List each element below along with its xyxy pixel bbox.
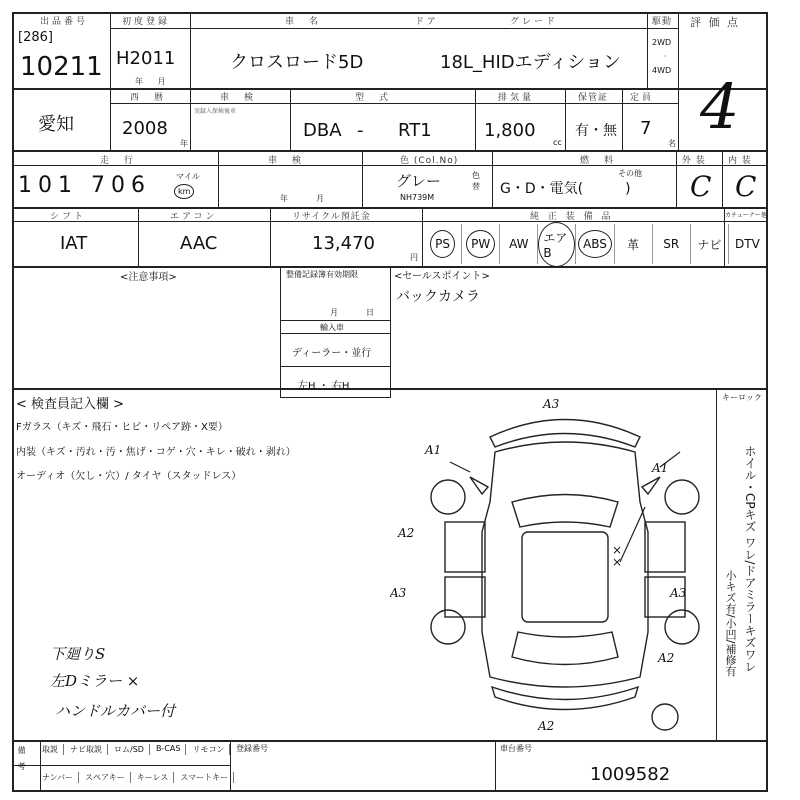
capacity-unit: 名 — [668, 139, 676, 148]
mileage-label: 走 行 — [100, 156, 137, 166]
color-change: 色替 — [472, 171, 480, 191]
side-note-1: ホイル・CPキズ ワレ/ドアミラーキズワレ — [743, 445, 757, 673]
footer-items-row2 — [42, 772, 234, 783]
color-code: NH739M — [400, 193, 435, 202]
note-2: 左Dミラー × — [50, 672, 140, 690]
mark-left-front: A1 — [425, 443, 442, 457]
interior-label: 内 装 — [728, 156, 752, 166]
drive-2wd: 2WD — [652, 38, 672, 47]
chassis-value: 1009582 — [590, 764, 671, 785]
handle-label: 左H ・ 右H — [298, 381, 350, 392]
option-label: PS — [430, 230, 455, 258]
caution-label: <注意事項> — [120, 272, 177, 283]
region: 愛知 — [38, 114, 74, 135]
mark-right-lower: A2 — [658, 651, 675, 665]
option-label: PW — [466, 230, 495, 258]
option-item — [499, 224, 537, 264]
fuel-other: その他 — [618, 169, 642, 178]
glass-line: Fガラス（キズ・飛石・ヒビ・リペア跡・X要） — [16, 422, 228, 433]
footer-item: キーレス — [137, 772, 175, 783]
displacement-label: 排気量 — [498, 93, 535, 103]
footer-item: ナビ取説 — [70, 744, 108, 755]
option-item — [652, 224, 690, 264]
mark-right-front: A1 — [652, 461, 669, 475]
ac-label: エアコン — [170, 212, 218, 222]
grade-value: 18L_HIDエディション — [440, 52, 621, 73]
exterior-value: C — [690, 170, 712, 203]
record-label: 整備記録簿有効期限 — [286, 270, 358, 279]
drive-label: 駆動 — [652, 17, 673, 27]
mileage-value: 101 706 — [18, 173, 151, 198]
score-value: 4 — [700, 70, 740, 143]
recycle-fee-label: リサイクル預託金 — [292, 212, 371, 222]
year-unit: 年 — [180, 139, 188, 148]
keylock-label: キーロック — [722, 393, 762, 402]
inspection-label: 車 検 — [220, 93, 257, 103]
color-inspection-sub: 年 月 — [280, 194, 328, 203]
footer-left-label: 備 考 — [17, 746, 26, 770]
model-code-label: 型 式 — [355, 93, 392, 103]
option-label: AW — [509, 237, 529, 251]
record-unit: 月 日 — [330, 308, 384, 317]
recycle-value: 有・無 — [575, 123, 617, 139]
shift-label: シフト — [50, 212, 87, 222]
door-label: ドア — [415, 17, 439, 27]
footer-item: スペアキー — [85, 772, 131, 783]
displacement-value: 1,800 — [484, 120, 536, 141]
colorname-label: 色 (Col.No) — [400, 156, 459, 166]
footer-item: リモコン — [192, 744, 230, 755]
model-value: クロスロード5D — [230, 52, 364, 73]
color-value: グレー — [396, 172, 442, 190]
option-label: SR — [663, 237, 680, 251]
ac-value: AAC — [180, 233, 218, 254]
car-damage-diagram — [390, 392, 710, 737]
interior-value: C — [735, 170, 757, 203]
options-row — [424, 224, 766, 264]
inspection-value: 実録入保検後車 — [194, 108, 237, 115]
options-label: 純 正 装 備 品 — [530, 212, 614, 222]
shift-value: IAT — [60, 233, 88, 254]
first-reg-label: 初度登録 — [122, 17, 171, 27]
mark-rear: A2 — [538, 719, 555, 733]
lot-prefix: [286] — [18, 30, 53, 45]
footer-item: B-CAS — [156, 744, 187, 755]
exterior-label: 外 装 — [682, 156, 706, 166]
option-item — [614, 224, 652, 264]
mark-left-rear: A3 — [390, 586, 407, 600]
option-item — [424, 224, 461, 264]
footer-item: ナンバー — [42, 772, 79, 783]
svg-text:×: × — [612, 543, 623, 557]
model-code-value: RT1 — [398, 120, 432, 141]
model-code-dash: - — [357, 120, 364, 141]
option-label: エアB — [538, 222, 575, 267]
audio-line: オーディオ（欠し・穴）/ タイヤ（スタッドレス） — [16, 471, 242, 482]
option-item — [537, 224, 575, 264]
lot-number: 10211 — [20, 52, 103, 82]
footer-item: 取説 — [42, 744, 64, 755]
auction-sheet: 出品番号 [286] 10211 初度登録 H2011 年 月 車 名 クロスロード5D ドア グレード 18L_HIDエディション 駆動 2WD · 4WD 評 価 点 4 愛知 西 暦 2008 年 車 検 実録入保検後車 型 式 DBA - RT1 排気量 1,800 cc 保管証 有・無 定員 7 名 走 行 101 706 マイル km 車 検 年 月 色 (Col.No) グレー NH739M 色替 燃 料 その他 G・D・電気( ) 外 装 C 内 装 C シフト IAT エアコン AAC リサイクル預託金 13,470 円 純 正 装 備 品 カチューナー他 PS PW AW エアB ABS 革 SR ナビ DTV <注意事項> 整備記録簿有効期限 月 日 輸入車 ディーラー・並行 左H ・ 右H <セールスポイント> バックカメラ < 検査員記入欄 > Fガラス（キズ・飛石・ヒビ・リペア跡・X要） 内装（キズ・汚れ・汚・焦げ・コゲ・穴・キレ・破れ・剥れ） オーディオ（欠し・穴）/ タイヤ（スタッドレス） 下廻りS 左Dミラー × ハンドルカバー付 キーロック ホイル・CPキズ ワレ/ドアミラーキズワレ 小キズ有/小凹/補修有 A3 A1 A1 A2 A3 A3 A2 A2 × × 備 考 取説 ナビ取説 ロム/SD B-CAS リモコン ナンバー スペアキー キーレス スマートキー 登録番号 車台番号 1009582 — [0, 0, 800, 800]
first-reg-value: H2011 — [116, 48, 176, 69]
recycle-label: 保管証 — [578, 93, 609, 103]
year-value: 2008 — [122, 118, 168, 139]
option-label: ABS — [578, 230, 612, 258]
option-label: DTV — [735, 237, 760, 251]
score-label: 評 価 点 — [690, 16, 740, 29]
mileage-badge: km — [174, 184, 194, 199]
mark-left-side: A2 — [398, 526, 415, 540]
footer-items-row1 — [42, 744, 230, 755]
selling-value: バックカメラ — [396, 289, 480, 305]
import-label: 輸入車 — [320, 323, 344, 332]
footer-item: スマートキー — [180, 772, 234, 783]
option-item — [575, 224, 613, 264]
footer-item: ロム/SD — [114, 744, 150, 755]
model-code-prefix: DBA — [303, 120, 342, 141]
displacement-unit: cc — [553, 138, 562, 147]
option-label: ナビ — [697, 237, 722, 252]
mark-front: A3 — [543, 397, 560, 411]
inspection-title: < 検査員記入欄 > — [16, 397, 125, 412]
recycle-fee-unit: 円 — [410, 253, 418, 262]
svg-text:×: × — [612, 555, 623, 569]
lot-label: 出品番号 — [40, 17, 89, 27]
note-3: ハンドルカバー付 — [55, 702, 176, 720]
color-inspection-label: 車 検 — [268, 156, 305, 166]
year-label: 西 暦 — [130, 93, 167, 103]
navi-label: カチューナー他 — [725, 212, 767, 219]
mark-right-rear: A3 — [670, 586, 687, 600]
fuel-label: 燃 料 — [580, 156, 617, 166]
reg-number-label: 登録番号 — [236, 744, 268, 753]
fuel-value: G・D・電気( ) — [500, 181, 631, 197]
model-label: 車 名 — [285, 17, 322, 27]
side-note-2: 小キズ有/小凹/補修有 — [724, 570, 737, 677]
capacity-label: 定員 — [630, 93, 655, 103]
option-label: 革 — [627, 237, 640, 252]
mileage-unit: マイル — [176, 172, 200, 181]
capacity-value: 7 — [640, 118, 652, 139]
option-item — [461, 224, 499, 264]
first-reg-unit: 年 月 — [135, 77, 172, 86]
chassis-label: 車台番号 — [500, 744, 532, 753]
recycle-fee-value: 13,470 — [312, 233, 375, 254]
note-1: 下廻りS — [50, 645, 106, 663]
interior-line: 内装（キズ・汚れ・汚・焦げ・コゲ・穴・キレ・破れ・剥れ） — [16, 447, 296, 458]
dealer-label: ディーラー・並行 — [292, 348, 372, 359]
option-item — [728, 224, 766, 264]
option-item — [690, 224, 728, 264]
selling-label: <セールスポイント> — [394, 271, 490, 282]
grade-label: グレード — [510, 17, 559, 27]
drive-4wd: 4WD — [652, 66, 672, 75]
